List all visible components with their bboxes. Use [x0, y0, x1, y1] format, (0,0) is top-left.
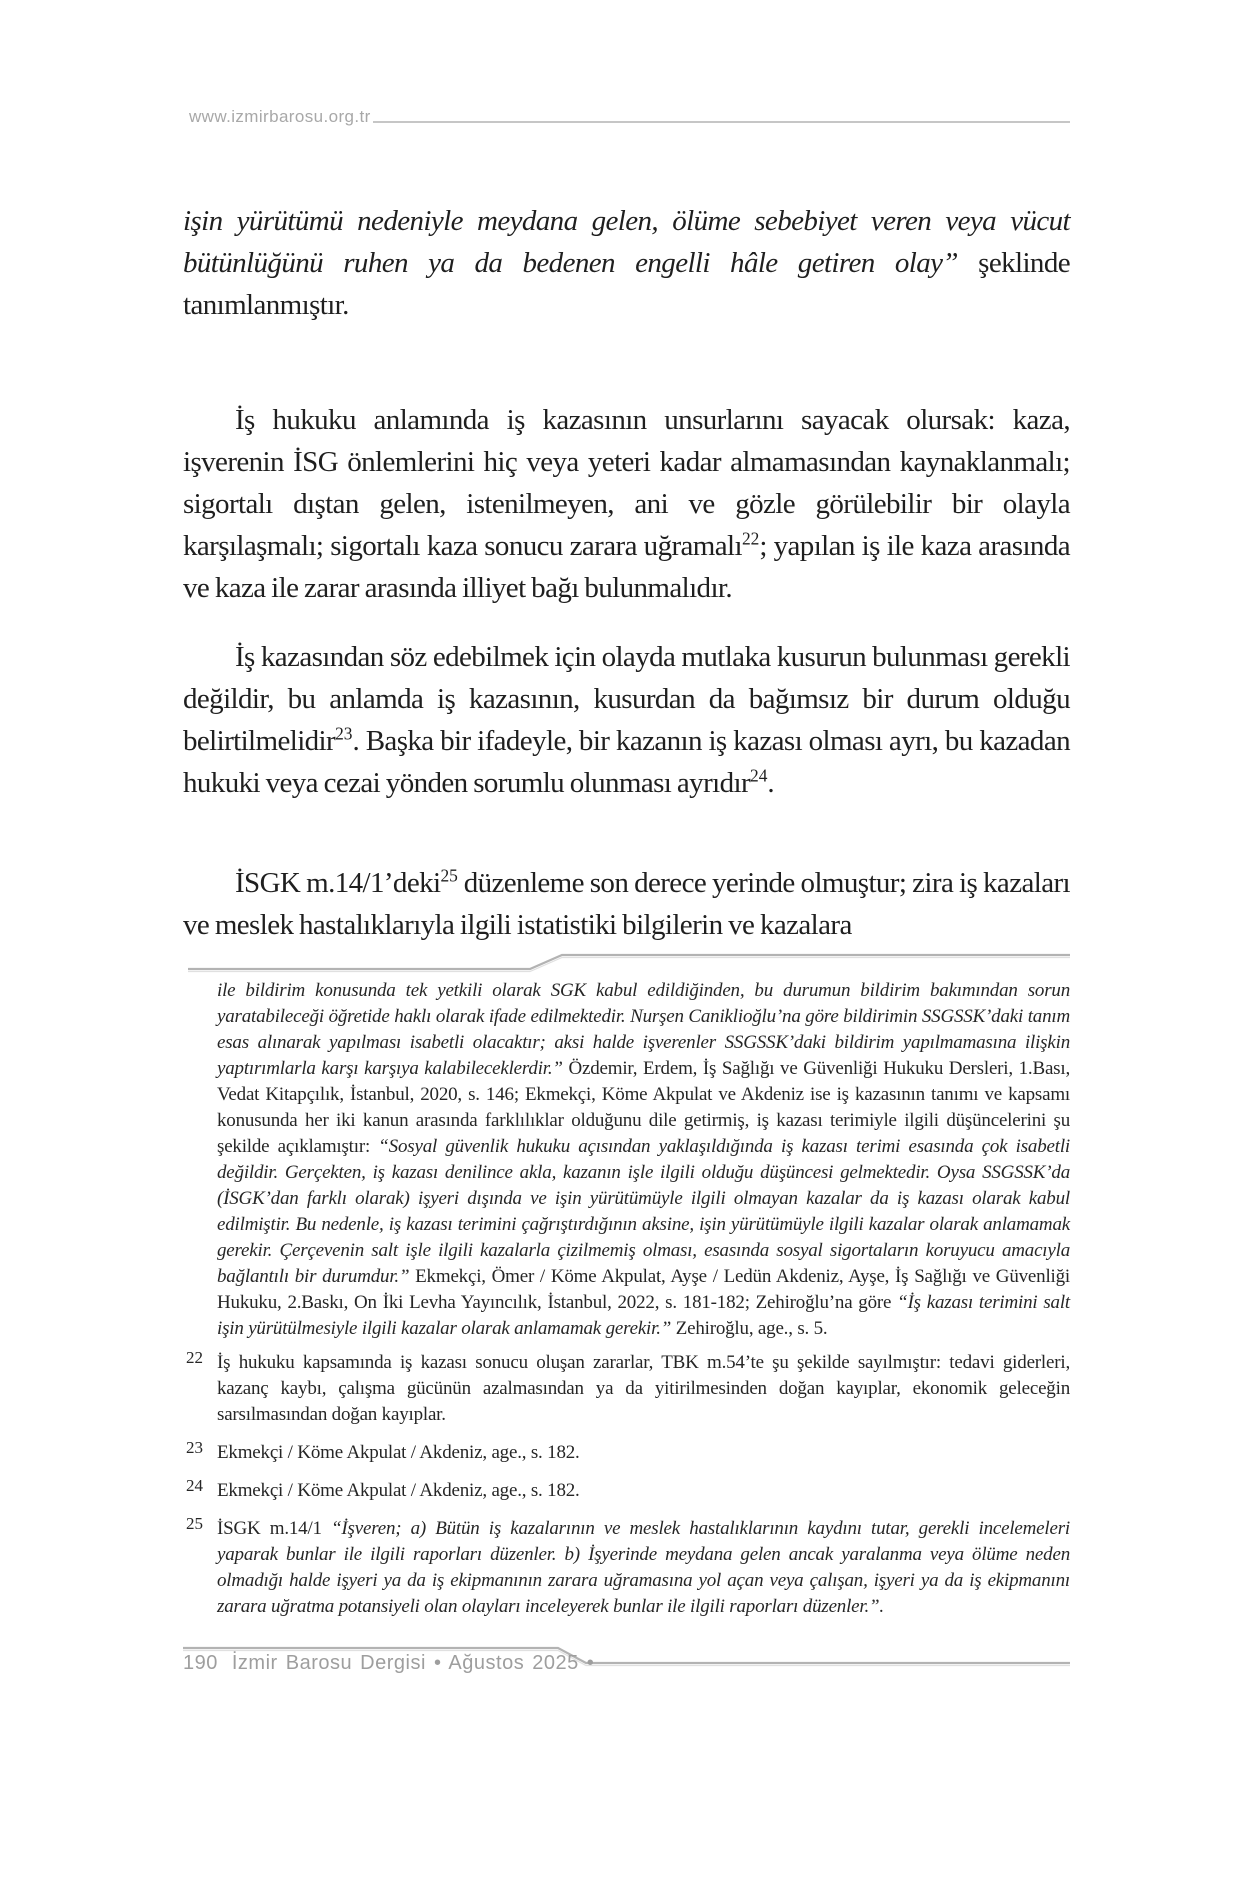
body-paragraph-fault-independence	[183, 636, 1070, 804]
paragraph-text: İSGK m.14/1’deki$^{25}$ düzenleme son derece yerinde olmuştur; zira iş kazaları ve meslek hastalıklarıyla ilgili istatistiki bilgilerin ve kazalara	[183, 865, 1070, 941]
footnote-23	[183, 1440, 1070, 1466]
body-paragraph-elements-of-work-accident	[183, 399, 1070, 609]
paragraph-text: işin yürütümü nedeniyle meydana gelen, ölüme sebebiyet veren veya vücut bütünlüğünü ruhen ya da bedenen engelli hâle getiren olay” şeklinde tanımlanmıştır.	[183, 205, 1070, 321]
footnote-number: 22	[186, 1348, 203, 1367]
footnote-24	[183, 1478, 1070, 1504]
footnote-text: İSGK m.14/1 “İşveren; a) Bütün iş kazalarının ve meslek hastalıklarının kaydını tutar, gerekli incelemeleri yaparak bunlar ile ilgili raporları düzenler. b) İşyerinde meydana gelen ancak yaralanma veya ölüme neden olmadığı halde işyeri ya da iş ekipmanının zarara uğramasına yol açan veya çalışan, işyeri ya da iş ekipmanını zarara uğratma potansiyeli olan olayları inceleyerek bunlar ile ilgili raporları düzenler.”.	[217, 1518, 1070, 1617]
body-paragraph-isgk-regulation	[183, 862, 1070, 946]
journal-issue-label: İzmir Barosu Dergisi • Ağustos 2025 •	[231, 1652, 595, 1674]
footnote-text: İş hukuku kapsamında iş kazası sonucu oluşan zararlar, TBK m.54’te şu şekilde sayılmıştır: tedavi giderleri, kazanç kaybı, çalışma gücünün azalmasından ya da yitirilmesinden doğan kayıplar, ekonomik geleceğin sarsılmasından doğan kayıplar.	[217, 1352, 1070, 1425]
page-footer	[183, 1652, 594, 1675]
header-site-url: www.izmirbarosu.org.tr	[189, 107, 371, 126]
footnote-25	[183, 1516, 1070, 1620]
header-rule	[373, 121, 1070, 123]
footnote-number: 23	[186, 1438, 203, 1457]
footnote-21-continuation: ile bildirim konusunda tek yetkili olarak SGK kabul edildiğinden, bu durumun bildirim bakımından sorun yaratabileceği öğretide haklı olarak ifade edilmektedir. Nurşen Caniklioğlu’na göre bildirimin SSGSSK’daki tanım esas alınarak yapılması isabetli olacaktır; aksi halde işverenler SSGSSK’daki bildirim yapılmamasına ilişkin yaptırımlarla karşı karşıya kalabileceklerdir.” Özdemir, Erdem, İş Sağlığı ve Güvenliği Hukuku Dersleri, 1.Bası, Vedat Kitapçılık, İstanbul, 2020, s. 146; Ekmekçi, Köme Akpulat ve Akdeniz ise iş kazasının tanımı ve kapsamı konusunda her iki kanun arasında farklılıklar olduğunu dile getirmiş, iş kazası terimiyle ilgili düşüncelerini şu şekilde açıklamıştır: “Sosyal güvenlik hukuku açısından yaklaşıldığında iş kazası terimi esasında çok isabetli değildir. Gerçekten, iş kazası denilince akla, kazanın işle ilgili olduğu düşüncesi gelmektedir. Oysa SSGSSK’da (İSGK’dan farklı olarak) işyeri dışında ve işin yürütümüyle ilgili olmayan kazalar da iş kazası olarak kabul edilmiştir. Bu nedenle, iş kazası terimini çağrıştırdığının aksine, işin yürütümüyle ilgili kazalar olarak anlamamak gerekir. Çerçevenin salt işle ilgili kazalarla çizilmemiş olması, esasında sosyal sigortaların koruyucu amacıyla bağlantılı bir durumdur.” Ekmekçi, Ömer / Köme Akpulat, Ayşe / Ledün Akdeniz, Ayşe, İş Sağlığı ve Güvenliği Hukuku, 2.Baskı, On İki Levha Yayıncılık, İstanbul, 2022, s. 181-182; Zehiroğlu’na göre “İş kazası terimini salt işin yürütülmesiyle ilgili kazalar olarak anlamamak gerekir.” Zehiroğlu, age., s. 5.	[217, 980, 1071, 1339]
footnote-separator-rule	[183, 948, 1070, 974]
footnote-text: Ekmekçi / Köme Akpulat / Akdeniz, age., s. 182.	[217, 1442, 580, 1463]
footnote-text: Ekmekçi / Köme Akpulat / Akdeniz, age., s. 182.	[217, 1480, 580, 1501]
footnote-number: 25	[186, 1514, 203, 1533]
paragraph-text: İş hukuku anlamında iş kazasının unsurlarını sayacak olursak: kaza, işverenin İSG önlemlerini hiç veya yeteri kadar almamasından kaynaklanmalı; sigortalı dıştan gelen, istenilmeyen, ani ve gözle görülebilir bir olayla karşılaşmalı; sigortalı kaza sonucu zarara uğramalı$^{22}$; yapılan iş ile kaza arasında ve kaza ile zarar arasında illiyet bağı bulunmalıdır.	[183, 404, 1070, 604]
footnotes-section	[183, 978, 1070, 1620]
paragraph-text: İş kazasından söz edebilmek için olayda mutlaka kusurun bulunması gerekli değildir, bu anlamda iş kazasının, kusurdan da bağımsız bir durum olduğu belirtilmelidir$^{23}$. Başka bir ifadeyle, bir kazanın iş kazası olması ayrı, bu kazadan hukuki veya cezai yönden sorumlu olunması ayrıdır$^{24}$.	[183, 641, 1070, 799]
page-number: 190	[183, 1652, 218, 1674]
body-paragraph-quote-continuation	[183, 200, 1070, 326]
footnote-22	[183, 1350, 1070, 1428]
footnote-number: 24	[186, 1476, 203, 1495]
